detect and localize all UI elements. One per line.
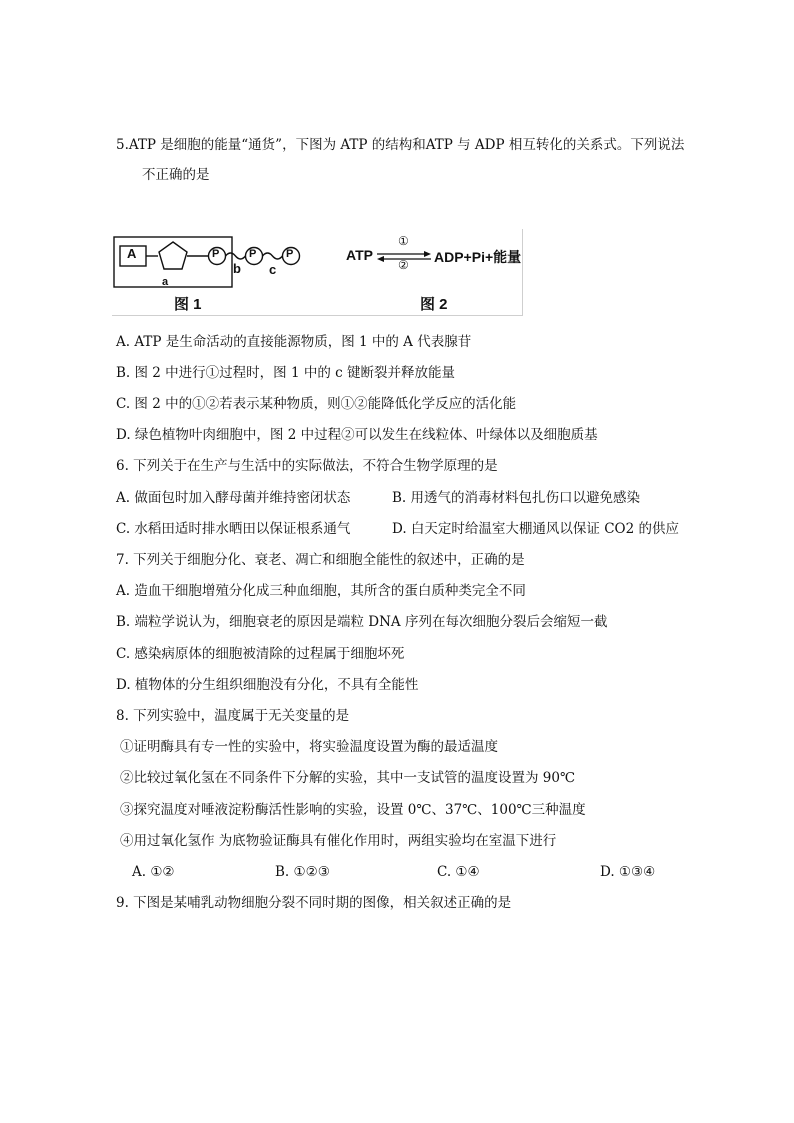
- q8-item-1: ①证明酶具有专一性的实验中，将实验温度设置为酶的最适温度: [120, 739, 498, 755]
- fig1-caption: 图 1: [174, 296, 202, 313]
- fig1-label-p2: P: [249, 248, 257, 260]
- q8-option-d: D. ①③④: [600, 864, 656, 880]
- q5-option-d: D. 绿色植物叶肉细胞中，图 2 中过程②可以发生在线粒体、叶绿体以及细胞质基: [116, 427, 598, 443]
- fig1-label-c: c: [269, 262, 277, 277]
- q5-option-b: B. 图 2 中进行①过程时，图 1 中的 c 键断裂并释放能量: [116, 365, 455, 381]
- atp-figure: [112, 229, 524, 317]
- q7-option-a: A. 造血干细胞增殖分化成三种血细胞，其所含的蛋白质种类完全不同: [116, 583, 526, 599]
- fig1-label-a: a: [162, 276, 169, 288]
- fig2-label-step2: ②: [398, 258, 409, 272]
- fig2-label-step1: ①: [398, 234, 409, 248]
- fig1-label-A: A: [127, 246, 137, 261]
- q8-stem: 8. 下列实验中，温度属于无关变量的是: [116, 708, 350, 724]
- q7-option-c: C. 感染病原体的细胞被清除的过程属于细胞坏死: [116, 646, 405, 662]
- q7-stem: 7. 下列关于细胞分化、衰老、凋亡和细胞全能性的叙述中，正确的是: [116, 552, 525, 568]
- q6-option-d: D. 白天定时给温室大棚通风以保证 CO2 的供应: [392, 521, 679, 537]
- q8-option-a: A. ①②: [132, 864, 175, 880]
- q8-option-c: C. ①④: [437, 864, 480, 880]
- q9-stem: 9. 下图是某哺乳动物细胞分裂不同时期的图像，相关叙述正确的是: [116, 895, 512, 911]
- q8-item-3: ③探究温度对唾液淀粉酶活性影响的实验，设置 0℃、37℃、100℃三种温度: [120, 802, 586, 818]
- fig2-label-atp: ATP: [346, 247, 373, 263]
- q7-option-d: D. 植物体的分生组织细胞没有分化，不具有全能性: [116, 677, 419, 693]
- q5-option-c: C. 图 2 中的①②若表示某种物质，则①②能降低化学反应的活化能: [116, 396, 517, 412]
- q5-stem-line1: 5.ATP 是细胞的能量“通货”，下图为 ATP 的结构和ATP 与 ADP 相互转化的关系式。下列说法: [116, 137, 685, 153]
- q8-option-b: B. ①②③: [275, 864, 330, 880]
- q6-option-a: A. 做面包时加入酵母菌并维持密闭状态: [116, 490, 351, 506]
- fig1-label-p3: P: [286, 248, 294, 260]
- fig1-label-b: b: [233, 261, 241, 276]
- q8-item-2: ②比较过氧化氢在不同条件下分解的实验，其中一支试管的温度设置为 90℃: [120, 770, 576, 786]
- q7-option-b: B. 端粒学说认为，细胞衰老的原因是端粒 DNA 序列在每次细胞分裂后会缩短一截: [116, 614, 608, 630]
- q6-option-b: B. 用透气的消毒材料包扎伤口以避免感染: [392, 490, 641, 506]
- fig1-label-p1: P: [212, 248, 220, 260]
- q5-stem-line2: 不正确的是: [142, 167, 210, 183]
- q5-option-a: A. ATP 是生命活动的直接能源物质，图 1 中的 A 代表腺苷: [116, 334, 472, 350]
- q8-item-4: ④用过氧化氢作 为底物验证酶具有催化作用时，两组实验均在室温下进行: [120, 833, 557, 849]
- fig2-caption: 图 2: [420, 296, 448, 313]
- q6-option-c: C. 水稻田适时排水晒田以保证根系通气: [116, 521, 351, 537]
- q6-stem: 6. 下列关于在生产与生活中的实际做法，不符合生物学原理的是: [116, 458, 498, 474]
- fig2-label-products: ADP+Pi+能量: [434, 249, 522, 265]
